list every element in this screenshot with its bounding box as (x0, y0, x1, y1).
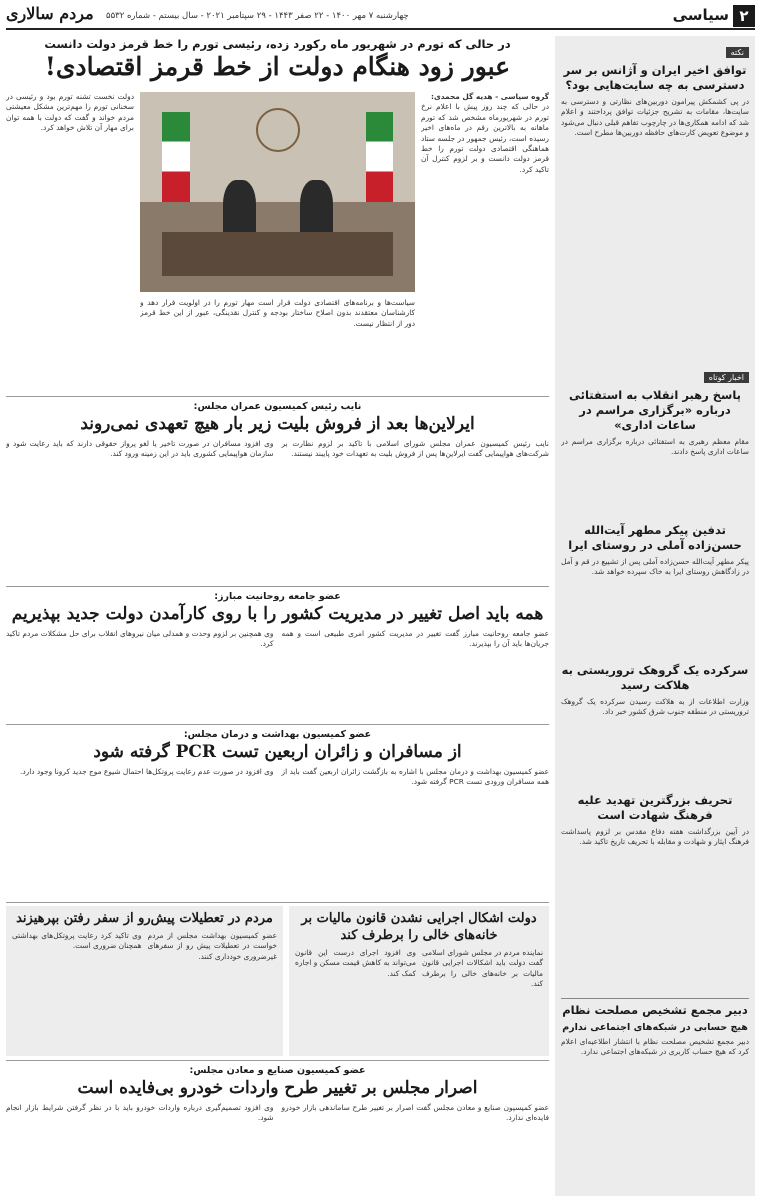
article-empty-houses-tax (289, 906, 549, 1056)
sidebar-headline: تدفین پیکر مطهر آیت‌الله حسن‌زاده آملی در روستای ایرا (568, 523, 742, 552)
lead-body: سیاست‌ها و برنامه‌های اقتصادی دولت قرار است مهار تورم را در اولویت قرار دهد و کارشناسان معتقدند بدون اصلاح ساختار بودجه و کنترل نقدینگی، عبور از این خط قرمز دور از انتظار نیست. (140, 298, 415, 328)
article-headline: اصرار مجلس بر تغییر طرح واردات خودرو بی‌فایده است (77, 1078, 478, 1098)
article-airlines (6, 400, 549, 582)
sidebar-headline: دبیر مجمع تشخیص مصلحت نظام (562, 1003, 748, 1017)
sidebar-divider (561, 998, 749, 999)
article-body: وی افزود در صورت عدم رعایت پروتکل‌ها احتمال شیوع موج جدید کرونا وجود دارد. (19, 767, 274, 776)
sidebar-body: در پی کشمکش پیرامون دوربین‌های نظارتی و دسترسی به سایت‌ها، مقامات به تشریح جزئیات توافق پرداختند و اعلام شد که ادامه همکاری‌ها در چارچوب تفاهم قبلی دنبال می‌شود و موضوع تعویض کارت‌های حافظه دوربین‌ها مطرح است. (561, 97, 749, 138)
article-body: عضو کمیسیون صنایع و معادن مجلس گفت اصرار بر تغییر طرح ساماندهی بازار خودرو فایده‌ای ندارد. (281, 1103, 549, 1123)
flag-image (162, 112, 190, 202)
main-content (6, 36, 549, 1196)
article-pcr-test (6, 728, 549, 898)
sidebar-headline: توافق اخیر ایران و آژانس بر سر دسترسی به چه سایت‌هایی بود؟ (563, 63, 747, 92)
article-kicker: عضو جامعه روحانیت مبارز: (214, 591, 341, 602)
article-headline: همه باید اصل تغییر در مدیریت کشور را با روی کارآمدن دولت جدید بپذیریم (11, 604, 544, 624)
lead-byline: گروه سیاسی - هدیه گل محمدی: (431, 92, 549, 101)
divider (6, 724, 549, 725)
sidebar-column (555, 36, 755, 1196)
lead-column-center (140, 298, 415, 392)
lead-photo (140, 92, 415, 292)
article-clergy (6, 590, 549, 720)
article-body: وی افزود مسافران در صورت تاخیر یا لغو پرواز حقوقی دارند که باید رعایت شود و سازمان هواپیمایی کشوری باید در این زمینه ورود کند. (6, 439, 274, 459)
sidebar-tag: نکته (726, 47, 749, 58)
article-body: نایب رئیس کمیسیون عمران مجلس شورای اسلامی با تاکید بر لزوم نظارت بر شرکت‌های هواپیمایی گفت ایرلاین‌ها پس از فروش بلیت به تعهدات خود پایبند نیستند. (281, 439, 549, 459)
page-header (6, 4, 755, 30)
sidebar-headline: تحریف بزرگترین تهدید علیه فرهنگ شهادت است (577, 793, 733, 822)
sidebar-body: مقام معظم رهبری به استفتائی درباره برگزاری مراسم در ساعات اداری پاسخ دادند. (561, 437, 749, 457)
article-body: عضو جامعه روحانیت مبارز گفت تغییر در مدیریت کشور امری طبیعی است و همه جریان‌ها باید آن را بپذیرند. (281, 629, 549, 649)
article-car-imports (6, 1064, 549, 1196)
table-image (162, 232, 393, 276)
lead-kicker: در حالی که تورم در شهریور ماه رکورد زده، رئیسی تورم را خط قرمز دولت دانست (44, 37, 511, 51)
lead-body: در حالی که چند روز پیش با اعلام نرخ تورم در شهریورماه مشخص شد که تورم ماهانه به بالاترین رقم در ماه‌های اخیر رسیده است، رئیس جمهور در جلسه ستاد هماهنگی اقتصادی دولت تورم را خط قرمز دولت دانست و بر لزوم کنترل آن تاکید کرد. (421, 102, 549, 174)
divider (6, 586, 549, 587)
lead-body: دولت نخست تشنه تورم بود و رئیسی در سخنانی تورم را مهم‌ترین مشکل معیشتی مردم خواند و گفت که دولت با همه توان برای مهار آن تلاش خواهد کرد. (6, 92, 134, 133)
article-headline: از مسافران و زائران اربعین تست PCR گرفته شود (93, 742, 462, 762)
dateline: چهارشنبه ۷ مهر ۱۴۰۰ - ۲۲ صفر ۱۴۴۳ - ۲۹ سپتامبر ۲۰۲۱ - سال بیستم - شماره ۵۵۳۲ (106, 11, 409, 21)
article-body: وی افزود تصمیم‌گیری درباره واردات خودرو باید با در نظر گرفتن شرایط بازار انجام شود. (6, 1103, 274, 1123)
person-image (300, 180, 333, 240)
section-title: سیاسی (672, 6, 729, 24)
article-headline: مردم در تعطیلات پیش‌رو از سفر رفتن بپرهیزند (16, 911, 273, 926)
article-kicker: عضو کمیسیون بهداشت و درمان مجلس: (183, 729, 372, 740)
article-holiday-travel (6, 906, 283, 1056)
lead-column-left (6, 92, 134, 392)
lead-headline: عبور زود هنگام دولت از خط قرمز اقتصادی! (44, 52, 511, 81)
article-body: عضو کمیسیون بهداشت مجلس از مردم خواست در تعطیلات پیش رو از سفرهای غیرضروری خودداری کنند. (147, 931, 277, 961)
emblem-image (256, 108, 300, 152)
sidebar-subheadline: هیچ حسابی در شبکه‌های اجتماعی ندارم (562, 1022, 748, 1033)
sidebar-body: در آیین بزرگداشت هفته دفاع مقدس بر لزوم پاسداشت فرهنگ ایثار و شهادت و مقابله با تحریف تاریخ تاکید شد. (561, 827, 749, 847)
masthead-logo: مردم سالاری (6, 4, 94, 23)
article-body: وی همچنین بر لزوم وحدت و همدلی میان نیروهای انقلاب برای حل مشکلات مردم تاکید کرد. (6, 629, 274, 649)
sidebar-headline: سرکرده یک گروهک تروریستی به هلاکت رسید (561, 663, 749, 692)
divider (6, 1060, 549, 1061)
article-kicker: نایب رئیس کمیسیون عمران مجلس: (193, 401, 362, 412)
divider (6, 396, 549, 397)
article-body: عضو کمیسیون بهداشت و درمان مجلس با اشاره به بازگشت زائران اربعین گفت باید از همه مسافران ورودی تست PCR گرفته شود. (281, 767, 549, 787)
page-number: ۲ (733, 5, 755, 27)
flag-image (366, 112, 394, 202)
article-body: نماینده مردم در مجلس شورای اسلامی گفت دولت باید اشکالات اجرایی قانون مالیات بر خانه‌های خالی را برطرف کند. (422, 948, 543, 989)
article-kicker: عضو کمیسیون صنایع و معادن مجلس: (189, 1065, 366, 1076)
article-body: وی افزود اجرای درست این قانون می‌تواند به کاهش قیمت مسکن و اجاره کمک کند. (295, 948, 416, 978)
sidebar-body: وزارت اطلاعات از به هلاکت رسیدن سرکرده یک گروهک تروریستی در منطقه جنوب شرق کشور خبر داد. (561, 697, 749, 717)
sidebar-headline: پاسخ رهبر انقلاب به استفتائی درباره «برگزاری مراسم در ساعات اداری» (569, 388, 741, 432)
lead-column-right (421, 92, 549, 392)
article-headline: دولت اشکال اجرایی نشدن قانون مالیات بر خانه‌های خالی را برطرف کند (301, 911, 537, 943)
lead-headline-wrap (6, 50, 549, 90)
person-image (223, 180, 256, 240)
sidebar-body: پیکر مطهر آیت‌الله حسن‌زاده آملی پس از تشییع در قم و آمل در زادگاهش روستای ایرا به خاک سپرده خواهد شد. (561, 557, 749, 577)
sidebar-tag-short-news: اخبار کوتاه (704, 372, 749, 383)
article-headline: ایرلاین‌ها بعد از فروش بلیت زیر بار هیچ تعهدی نمی‌روند (80, 414, 475, 434)
divider (6, 902, 549, 903)
article-body: وی تاکید کرد رعایت پروتکل‌های بهداشتی همچنان ضروری است. (12, 931, 142, 951)
sidebar-body: دبیر مجمع تشخیص مصلحت نظام با انتشار اطلاعیه‌ای اعلام کرد که هیچ حساب کاربری در شبکه‌های اجتماعی ندارد. (561, 1037, 749, 1057)
